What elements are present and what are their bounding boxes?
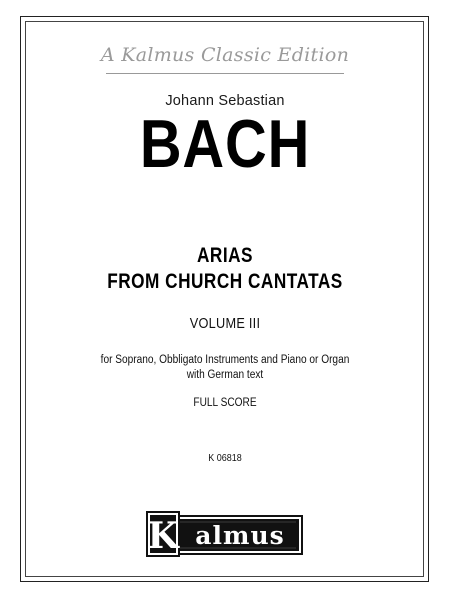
title-line-1: ARIAS: [196, 244, 254, 267]
volume-label: VOLUME III: [189, 315, 261, 332]
svg-text:almus: almus: [195, 521, 285, 550]
kalmus-logo: [146, 511, 304, 557]
edition-type: FULL SCORE: [193, 397, 257, 409]
description-line-2: with German text: [186, 369, 264, 381]
composer-surname: BACH: [139, 106, 311, 182]
series-name: A Kalmus Classic Edition: [100, 44, 350, 66]
series-divider: [106, 73, 344, 74]
description-line-1: for Soprano, Obbligato Instruments and Piano or Organ: [100, 354, 350, 366]
svg-text:K: K: [147, 515, 179, 557]
title-line-2: FROM CHURCH CANTATAS: [107, 270, 343, 293]
composer-first-names: Johann Sebastian: [165, 93, 285, 109]
catalog-number: K 06818: [208, 453, 242, 464]
